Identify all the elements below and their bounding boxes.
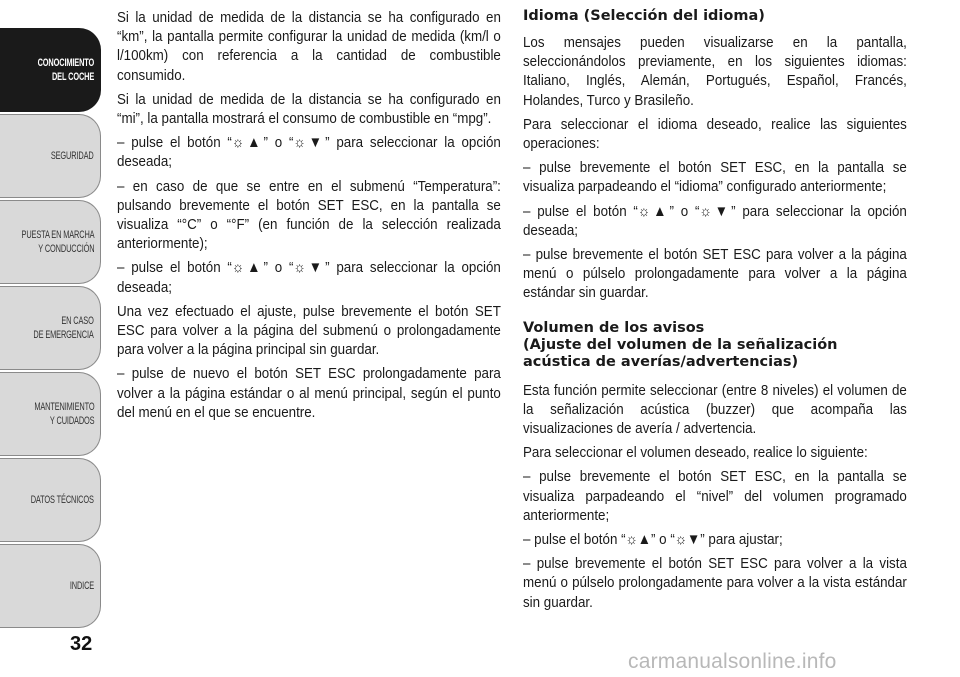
tab-conocimiento-del-coche[interactable] — [0, 28, 101, 112]
heading-line: acústica de averías/advertencias) — [523, 353, 799, 370]
tab-en-caso-de-emergencia[interactable] — [0, 286, 101, 370]
paragraph: – pulse brevemente el botón SET ESC, en la pantalla se visualiza parpadeando el “idioma” configurado anteriormente; — [523, 159, 907, 196]
heading-line: (Ajuste del volumen de la señalización — [523, 336, 838, 353]
left-column — [117, 8, 501, 427]
watermark: carmanualsonline.info — [628, 650, 837, 673]
paragraph: – pulse brevemente el botón SET ESC para volver a la vista menú o púlselo prolongadamente para volver a la vista estándar sin guardar. — [523, 555, 907, 611]
tab-label-line1: DATOS TÉCNICOS — [30, 494, 94, 506]
paragraph: – pulse el botón “☼▲” o “☼▼” para seleccionar la opción deseada; — [117, 259, 501, 296]
paragraph: Los mensajes pueden visualizarse en la pantalla, seleccionándolos previamente, en los siguientes idiomas: Italiano, Inglés, Alemán, Portugués, Español, Francés, Holandes, Turco y Brasileño. — [523, 34, 907, 109]
section-heading-idioma: Idioma (Selección del idioma) — [523, 8, 765, 24]
paragraph: Si la unidad de medida de la distancia se ha configurado en “mi”, la pantalla mostrará el consumo de combustible en “mpg”. — [117, 90, 501, 128]
paragraph: – pulse brevemente el botón SET ESC, en la pantalla se visualiza parpadeando el “nivel” del volumen programado anteriormente; — [523, 468, 907, 524]
tab-label-line1: PUESTA EN MARCHA — [21, 229, 95, 241]
tab-label-line2: Y CONDUCCIÓN — [37, 243, 94, 255]
tab-label-line1: INDICE — [69, 580, 94, 592]
paragraph: Una vez efectuado el ajuste, pulse brevemente el botón SET ESC para volver a la página del submenú o prolongadamente para volver a la página principal sin guardar. — [117, 302, 501, 359]
tab-label-line1: MANTENIMIENTO — [33, 401, 94, 413]
tab-label-line1: CONOCIMIENTO — [37, 57, 94, 69]
paragraph: Para seleccionar el idioma deseado, realice las siguientes operaciones: — [523, 115, 907, 153]
right-column — [523, 8, 907, 617]
paragraph: – pulse brevemente el botón SET ESC para volver a la página menú o púlselo prolongadamente para volver a la página estándar sin guardar. — [523, 246, 907, 302]
paragraph: – en caso de que se entre en el submenú “Temperatura”: pulsando brevemente el botón SET ESC, en la pantalla se visualiza “°C” o “°F” (en función de la selección realizada anteriormente); — [117, 177, 501, 253]
tab-mantenimiento[interactable] — [0, 372, 101, 456]
tab-label-line2: DE EMERGENCIA — [33, 329, 94, 341]
page-number: 32 — [70, 633, 93, 655]
tab-label-line2: Y CUIDADOS — [49, 415, 94, 427]
paragraph: Si la unidad de medida de la distancia se ha configurado en “km”, la pantalla permite configurar la unidad de medida (km/l o l/100km) con referencia a la cantidad de combustible consumido. — [117, 9, 501, 84]
tab-label-line1: SEGURIDAD — [51, 150, 94, 162]
paragraph: – pulse de nuevo el botón SET ESC prolongadamente para volver a la página estándar o al menú principal, según el punto del menú en el que se encuentre. — [117, 365, 501, 421]
tab-puesta-en-marcha[interactable] — [0, 200, 101, 284]
paragraph: – pulse el botón “☼▲” o “☼▼” para seleccionar la opción deseada; — [117, 134, 501, 171]
paragraph: Esta función permite seleccionar (entre 8 niveles) el volumen de la señalización acústica (buzzer) que acompaña las visualizaciones de avería / advertencia. — [523, 381, 907, 438]
section-heading-volumen — [523, 320, 907, 371]
tab-datos-tecnicos[interactable] — [0, 458, 101, 542]
tab-label-line2: DEL COCHE — [51, 71, 94, 83]
tab-indice[interactable] — [0, 544, 101, 628]
tab-label-line1: EN CASO — [61, 315, 94, 327]
paragraph: Para seleccionar el volumen deseado, realice lo siguiente: — [523, 444, 868, 462]
paragraph: – pulse el botón “☼▲” o “☼▼” para seleccionar la opción deseada; — [523, 202, 907, 239]
tab-seguridad[interactable] — [0, 114, 101, 198]
paragraph: – pulse el botón “☼▲” o “☼▼” para ajustar; — [523, 531, 783, 549]
heading-line: Volumen de los avisos — [523, 319, 705, 336]
